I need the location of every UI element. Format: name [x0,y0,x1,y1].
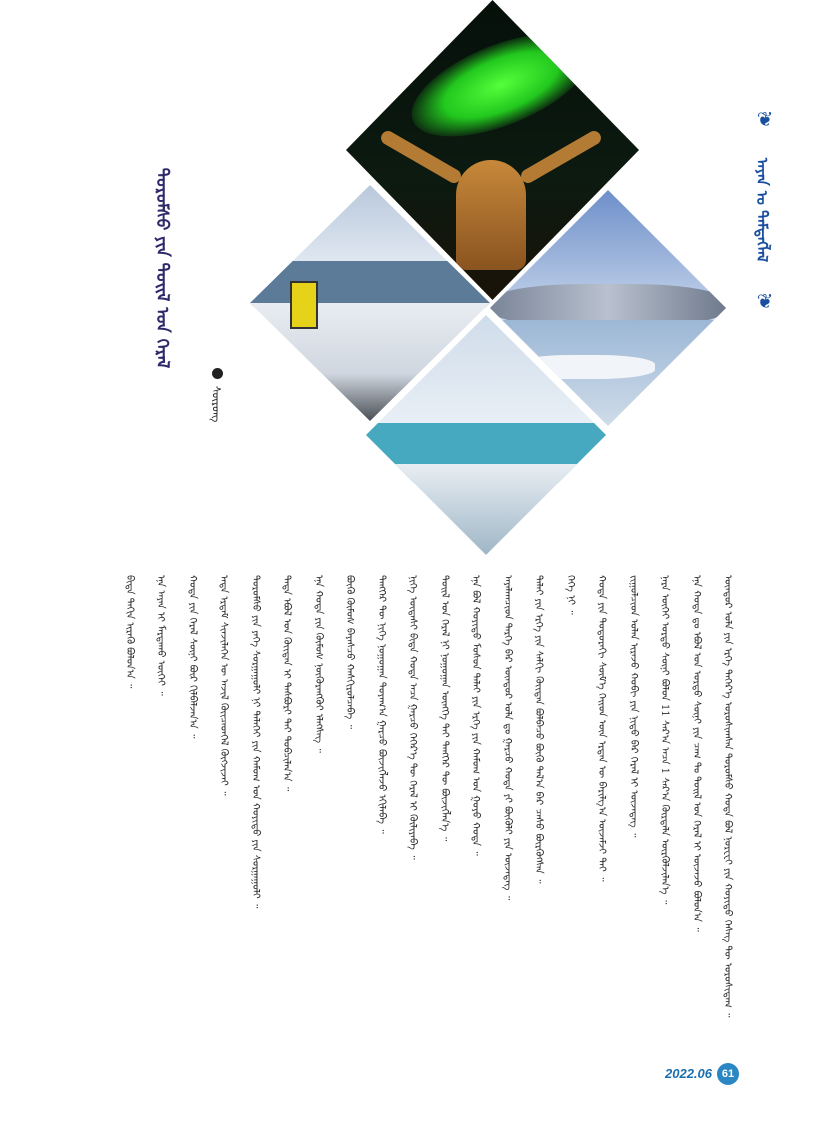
text-column: ᠵᠢᠭᠤᠯᠴᠢᠳ ᠣᠯᠠᠨ ᠢᠷᠡᠵᠦ ᠬᠤᠪᠢ ᠶᠢᠨ ᠨᠢᠳᠦ ᠪᠡᠷ ᠭᠡᠷᠡᠯ ᠢ ᠦᠵᠡᠳᠡᠭ ᠃ [627,575,639,838]
text-column: ᠳᠠᠯᠠᠢ ᠶᠢᠨ ᠡᠷᠭᠡ ᠶᠢᠨ ᠰᠠᠯᠬᠢ ᠬᠦᠢᠲᠡᠨ ᠪᠣᠯᠪᠠᠴᠤ ᠪᠦᠬᠦ ᠲᠠᠯ᠎ᠠ ᠪᠡᠷ ᠴᠠᠰᠤ ᠪᠦᠷᠬᠦᠭᠰᠡᠨ ᠃ [533,575,544,884]
text-column: ᠡᠨᠳᠡ ᠡᠷᠳᠡᠮ ᠰᠢᠨᠵᠢᠯᠡᠭᠡᠨ ᠦ ᠠᠵᠢᠯ ᠬᠦᠢᠴᠡᠳᠬᠡᠯ ᠬᠦᠭᠵᠢᠵᠡᠢ ᠃ [218,575,229,796]
text-column: ᠨᠢᠭᠡ ᠦᠳᠡᠰᠢ ᠪᠢᠳᠡ ᠬᠣᠲᠠ ᠠᠴᠠ ᠭᠠᠷᠴᠤ ᠬᠡᠭᠡᠷ᠎ᠡ ᠲᠦ ᠭᠡᠷᠡᠯ ᠢ ᠬᠦᠯᠢᠶᠡᠪᠡ ᠃ [407,575,418,860]
page-number-badge: 61 [717,1063,739,1085]
coast-photo [366,315,606,555]
ornament-bottom-icon: ❦ [756,289,774,313]
text-column: ᠲᠡᠩᠭᠡᠷ ᠲᠦ ᠨᠢᠭᠡ ᠨᠣᠭᠣᠭᠠᠨ ᠲᠤᠶᠠᠭ᠎ᠠ ᠭᠠᠷᠴᠤ ᠪᠦᠵᠢᠭᠯᠡᠵᠦ ᠡᠬᠢᠯᠡᠪᠡ ᠃ [375,575,387,834]
text-column: ᠪᠢᠳᠡ ᠳᠠᠬᠢᠨ ᠢᠷᠡᠬᠦ ᠪᠣᠯᠤᠨ᠎ᠠ ᠃ [123,575,135,689]
bullet-icon [212,368,223,379]
author-byline [206,368,230,428]
text-column: ᠪᠦᠬᠦ ᠬᠦᠮᠦᠰ ᠪᠠᠶᠠᠰᠴᠤ ᠬᠠᠰᠬᠢᠷᠤᠯᠴᠠᠪᠠ ᠃ [344,575,355,730]
article-body [118,575,740,1030]
text-column: ᠬᠣᠲᠠ ᠶᠢᠨ ᠳᠣᠲᠣᠷᠠᠬᠢ ᠰᠦᠮ᠎ᠡ ᠬᠡᠢᠳ ᠦᠨ ᠡᠷᠲᠡᠨ ᠦ ᠪᠠᠷᠢᠯᠭ᠎ᠠ ᠦᠵᠡᠮᠵᠢ ᠲᠡᠢ ᠃ [596,575,607,882]
sea-photo [490,190,726,426]
text-column: ᠲᠤᠢᠯ ᠤᠨ ᠭᠡᠷᠡᠯ ᠨᠢ ᠨᠣᠭᠣᠭᠠᠨ ᠦᠩᠭᠡ ᠲᠡᠢ ᠲᠡᠩᠭᠡᠷ ᠲᠦ ᠪᠦᠵᠢᠭᠯᠡᠨ᠎ᠡ ᠃ [438,575,450,842]
text-column: ᠡᠨᠡ ᠬᠣᠲᠠ ᠳᠤ ᠡᠪᠦᠯ ᠤᠨ ᠤᠷᠲᠤ ᠰᠦᠨᠢ ᠶᠢᠨ ᠴᠠᠭ ᠲᠤ ᠲᠤᠢᠯ ᠤᠨ ᠭᠡᠷᠡᠯ ᠢ ᠦᠵᠡᠵᠦ ᠪᠣᠯᠤᠨ᠎ᠠ ᠃ [690,575,702,932]
ornament-top-icon: ❦ [756,107,774,131]
article-title: ᠲᠤᠷᠤᠮᠰᠦ ᠶᠢᠨ ᠲᠤᠢᠯ ᠤᠨ ᠭᠡᠷᠡᠯ [152,167,172,369]
text-column: ᠲᠡᠳᠡ ᠡᠪᠦᠯ ᠤᠨ ᠬᠦᠢᠲᠡᠨ ᠢ ᠲᠡᠰᠪᠦᠷᠢ ᠲᠡᠢ ᠲᠤᠪᠴᠢᠯᠠᠨ᠎ᠠ ᠃ [281,575,292,792]
section-title: ᠠᠶᠠᠨ ᠤ ᠲᠡᠮᠳᠡᠭᠯᠡᠯ [753,157,771,263]
page-footer [665,1063,745,1085]
city-photo [250,185,490,421]
text-column: ᠬᠣᠲᠠ ᠶᠢᠨ ᠭᠡᠷᠡᠯ ᠰᠦᠨᠢ ᠪᠦᠷ ᠭᠢᠯᠪᠠᠯᠵᠠᠨ᠎ᠠ ᠃ [186,575,198,739]
section-header [748,107,782,313]
text-column: ᠨᠠᠷᠠ ᠦᠭᠡᠢ ᠤᠷᠲᠤ ᠰᠦᠨᠢ ᠪᠣᠯᠤᠨ 11 ᠰᠠᠷ᠎ᠠ ᠠᠴᠠ 1 ᠰᠠᠷ᠎ᠠ ᠬᠦᠷᠲᠡᠯᠡ ᠦᠷᠭᠦᠯᠵᠢᠯᠡᠨ᠎ᠡ ᠃ [659,575,670,905]
text-column: ᠬᠡᠬᠡ ᠨᠢ ᠃ [564,575,576,615]
author-name: ᠰᠦᠷᠦᠩ [209,385,223,423]
issue-date: 2022.06 [665,1066,712,1081]
text-column: ᠦᠨᠳᠦᠷ ᠤᠯᠠ ᠶᠢᠨ ᠡᠷᠭᠡ ᠳᠡᠭᠡᠷ᠎ᠡ ᠣᠷᠣᠰᠢᠭᠰᠠᠨ ᠲᠤᠷᠤᠮᠰᠦ ᠬᠣᠲᠠ ᠪᠣᠯ ᠨᠣᠷᠸᠧᠢ ᠶᠢᠨ ᠬᠣᠶᠢᠳᠤ ᠬᠡᠰᠡᠭ ᠲᠦ ᠣᠷᠣᠰᠢᠳᠠᠭ ᠃ [722,575,733,1018]
text-column: ᠡᠨᠡ ᠪᠣᠯ ᠬᠣᠶᠢᠳᠤ ᠮᠤᠰᠤᠨ ᠳᠠᠯᠠᠢ ᠶᠢᠨ ᠡᠷᠭᠡ ᠶᠢᠨ ᠬᠠᠮᠤᠭ ᠤᠨ ᠭᠣᠶᠤ ᠬᠣᠲᠠ ᠃ [470,575,481,856]
text-column: ᠠᠶᠠᠯᠠᠭᠴᠢᠳ ᠲᠡᠷᠭᠡ ᠪᠡᠷ ᠦᠨᠳᠦᠷ ᠤᠯᠠ ᠳᠤ ᠭᠠᠷᠴᠤ ᠬᠣᠲᠠ ᠶᠢ ᠪᠦᠬᠦᠯᠢ ᠶᠢᠨ ᠦᠵᠡᠳᠡᠭ ᠃ [501,575,513,901]
text-column: ᠡᠨᠡ ᠠᠶᠠᠨ ᠢ ᠮᠠᠷᠲᠠᠬᠤ ᠦᠭᠡᠢ ᠃ [155,575,166,696]
aurora-photo [346,0,639,300]
text-column: ᠡᠨᠡ ᠬᠣᠲᠠ ᠶᠢᠨ ᠬᠦᠮᠦᠰ ᠨᠥᠭᠥᠷᠡᠩᠭᠦᠢ ᠡᠯᠡᠭᠰᠡᠭ ᠃ [312,575,324,753]
text-column: ᠲᠤᠷᠤᠮᠰᠦ ᠶᠢᠨ ᠶᠡᠬᠡ ᠰᠤᠷᠭᠠᠭᠤᠯᠢ ᠨᠢ ᠳᠡᠯᠡᠬᠡᠢ ᠶᠢᠨ ᠬᠠᠮᠤᠭ ᠤᠨ ᠬᠣᠶᠢᠳᠤ ᠶᠢᠨ ᠰᠤᠷᠭᠠᠭᠤᠯᠢ ᠃ [249,575,261,909]
